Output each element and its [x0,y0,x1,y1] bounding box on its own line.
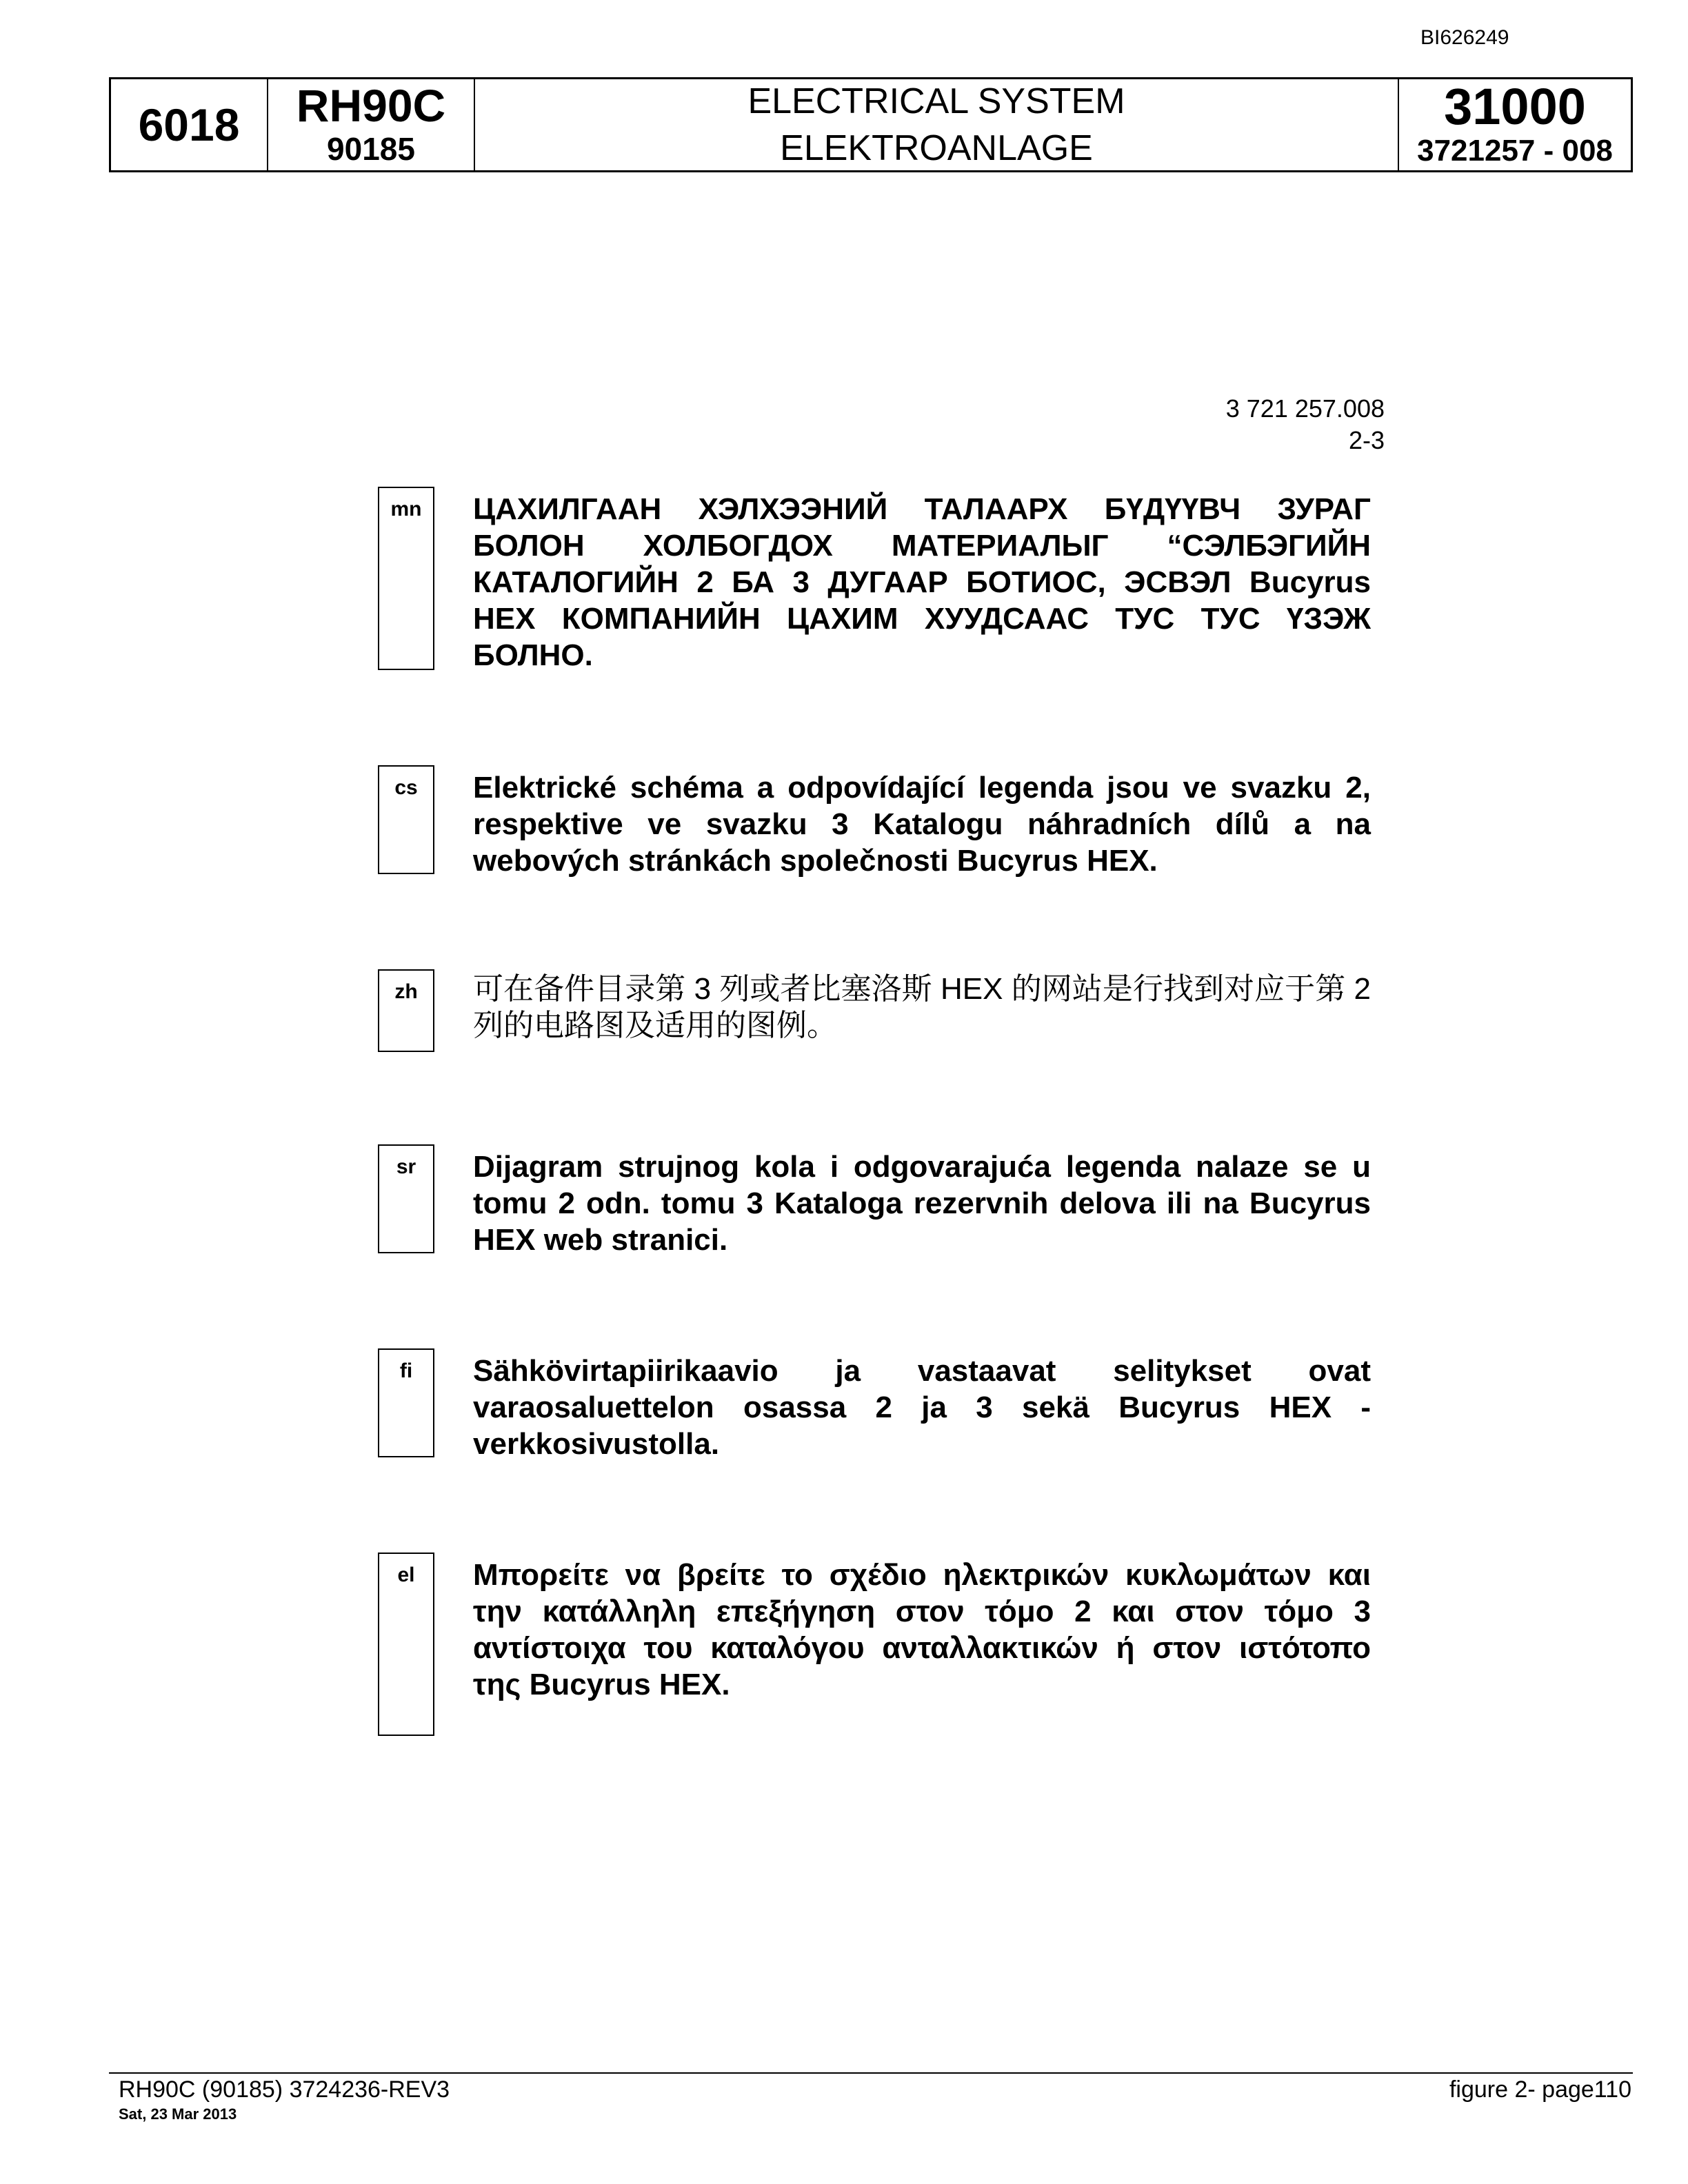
language-text: Elektrické schéma a odpovídající legenda jsou ve svazku 2, respektive ve svazku 3 Katalogu náhradních dílů a na webových stránkách společnosti Bucyrus HEX. [473,771,1371,878]
reference-pages: 2-3 [1348,426,1385,454]
language-text: Sähkövirtapiirikaavio ja vastaavat selitykset ovat varaosaluettelon osassa 2 ja 3 sekä Bucyrus HEX -verkkosivustolla. [473,1354,1371,1461]
machine-number: 6018 [138,99,240,150]
language-code-box: cs [378,765,434,874]
title-english: ELECTRICAL SYSTEM [747,81,1125,121]
language-code-box: sr [378,1144,434,1253]
part-number: 3721257 - 008 [1417,134,1613,168]
machine-number-cell [111,79,268,170]
language-text: Μπορείτε να βρείτε το σχέδιο ηλεκτρικών κυκλωμάτων και την κατάλληλη επεξήγηση στον τόμο 2 και στον τόμο 3 αντίστοιχα του καταλόγου ανταλλακτικών ή στον ιστότοπο της Bucyrus HEX. [473,1558,1371,1701]
title-cell [475,79,1399,170]
document-id: BI626249 [1420,26,1509,49]
reference [1226,393,1385,456]
language-text: ЦАХИЛГААН ХЭЛХЭЭНИЙ ТАЛААРХ БҮДҮҮВЧ ЗУРАГ БОЛОН ХОЛБОГДОХ МАТЕРИАЛЫГ “СЭЛБЭГИЙН КАТАЛОГИЙН 2 БА 3 ДУГААР БОТИОС, ЭСВЭЛ Bucyrus HEX КОМПАНИЙН ЦАХИМ ХУУДСААС ТУС ТУС ҮЗЭЖ БОЛНО. [473,492,1371,672]
language-code-box: mn [378,487,434,670]
language-code-box: fi [378,1348,434,1457]
header-table [109,77,1633,172]
group-number: 31000 [1444,78,1586,135]
language-text: 可在备件目录第 3 列或者比塞洛斯 HEX 的网站是行找到对应于第 2 列的电路图及适用的图例。 [473,972,1371,1042]
model-cell [268,79,475,170]
language-code-box: zh [378,969,434,1052]
language-code-box: el [378,1553,434,1736]
serial-number: 90185 [327,131,415,167]
footer-document-ref: RH90C (90185) 3724236-REV3 [119,2076,450,2103]
language-text: Dijagram strujnog kola i odgovarajuća legenda nalaze se u tomu 2 odn. tomu 3 Kataloga rezervnih delova ili na Bucyrus HEX web stranici. [473,1150,1371,1257]
footer-date: Sat, 23 Mar 2013 [119,2105,237,2123]
model-name: RH90C [296,80,446,131]
footer-page-ref: figure 2- page110 [1449,2076,1631,2103]
group-cell [1399,79,1631,170]
title-german: ELEKTROANLAGE [780,128,1093,168]
reference-number: 3 721 257.008 [1225,394,1385,423]
footer-divider [109,2072,1633,2074]
